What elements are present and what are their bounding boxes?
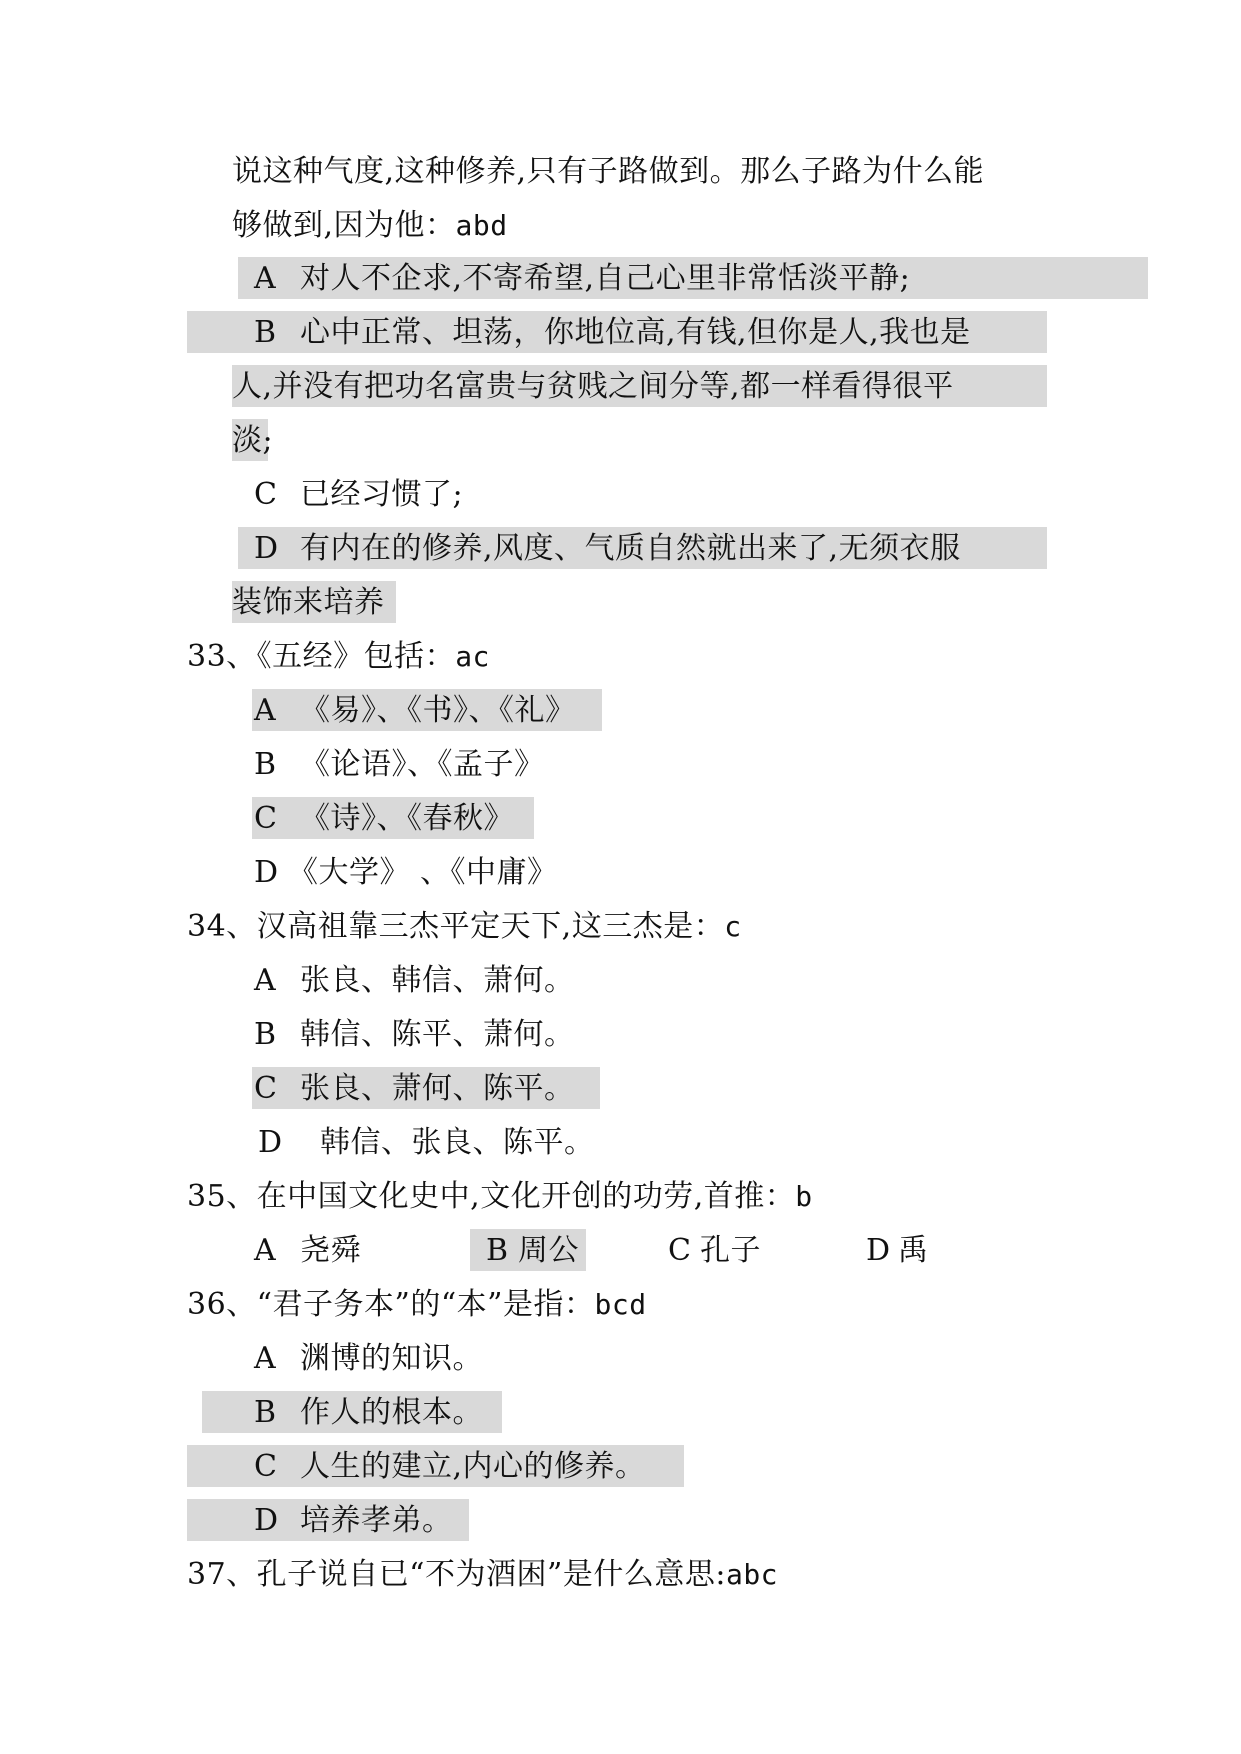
answer-key: abd	[455, 209, 508, 242]
option-b	[486, 1231, 579, 1271]
option-letter: C	[668, 1233, 692, 1268]
option-text: 已经习惯了;	[300, 477, 464, 512]
option-d-line-1	[254, 529, 961, 569]
intro-text-1: 说这种气度,这种修养,只有子路做到。那么子路为什么能	[232, 154, 985, 189]
option-a	[254, 259, 910, 299]
question-33	[187, 637, 490, 677]
option-text: 张良、萧何、陈平。	[300, 1071, 575, 1106]
option-text: 禹	[898, 1233, 929, 1268]
option-c	[254, 475, 463, 515]
option-letter: D	[254, 1503, 279, 1538]
option-d	[254, 853, 558, 893]
option-letter: B	[254, 747, 277, 782]
option-letter: B	[254, 315, 277, 350]
question-37	[187, 1555, 778, 1595]
option-d	[254, 1501, 453, 1541]
question-text: 35、在中国文化史中,文化开创的功劳,首推：	[187, 1179, 796, 1214]
question-34	[187, 907, 742, 947]
option-letter: B	[254, 1017, 277, 1052]
option-text: 张良、韩信、萧何。	[300, 963, 575, 998]
option-d	[258, 1123, 595, 1163]
answer-key: c	[724, 910, 742, 943]
intro-text-2: 够做到,因为他：	[232, 208, 456, 243]
option-letter: D	[254, 855, 279, 890]
option-letter: A	[254, 693, 277, 728]
option-a	[254, 961, 575, 1001]
intro-line-1	[232, 152, 984, 192]
option-b	[254, 1015, 575, 1055]
option-text: 有内在的修养,风度、气质自然就出来了,无须衣服	[300, 531, 961, 566]
question-text: 33、《五经》包括：	[187, 639, 456, 674]
option-letter: A	[254, 1233, 277, 1268]
option-a	[254, 1231, 361, 1271]
question-text: 34、汉高祖靠三杰平定天下,这三杰是：	[187, 909, 725, 944]
option-text: 装饰来培养	[232, 585, 385, 620]
option-c	[254, 1447, 646, 1487]
answer-key: ac	[455, 640, 490, 673]
option-letter: B	[486, 1233, 509, 1268]
option-letter: D	[866, 1233, 891, 1268]
option-text: 韩信、陈平、萧何。	[300, 1017, 575, 1052]
option-text: 淡;	[232, 423, 274, 458]
option-text: 周公	[518, 1233, 579, 1268]
option-d	[866, 1231, 929, 1271]
option-b-line-1	[254, 313, 971, 353]
option-letter: D	[258, 1125, 283, 1160]
question-text: 37、孔子说自已“不为酒困”是什么意思:	[187, 1557, 726, 1592]
option-text: 心中正常、坦荡，你地位高,有钱,但你是人,我也是	[300, 315, 971, 350]
option-text: 作人的根本。	[300, 1395, 483, 1430]
intro-line-2	[232, 206, 508, 246]
answer-key: b	[795, 1180, 813, 1213]
option-letter: C	[254, 1071, 278, 1106]
option-text: 渊博的知识。	[300, 1341, 483, 1376]
option-letter: C	[254, 477, 278, 512]
option-a	[254, 1339, 483, 1379]
option-text: 韩信、张良、陈平。	[320, 1125, 595, 1160]
option-letter: C	[254, 801, 278, 836]
option-text: 《论语》、《孟子》	[300, 747, 545, 782]
option-letter: C	[254, 1449, 278, 1484]
option-letter: D	[254, 531, 279, 566]
option-c	[254, 1069, 575, 1109]
option-b	[254, 745, 545, 785]
option-text: 尧舜	[300, 1233, 361, 1268]
option-text: 《易》、《书》、《礼》	[300, 693, 576, 728]
option-text: 培养孝弟。	[300, 1503, 453, 1538]
option-c	[668, 1231, 761, 1271]
question-36	[187, 1285, 647, 1325]
option-b	[254, 1393, 483, 1433]
answer-key: bcd	[594, 1288, 647, 1321]
question-text: 36、“君子务本”的“本”是指：	[187, 1287, 595, 1322]
option-text: 对人不企求,不寄希望,自己心里非常恬淡平静;	[300, 261, 911, 296]
option-text: 《诗》、《春秋》	[300, 801, 514, 836]
option-a	[254, 691, 576, 731]
option-letter: A	[254, 1341, 277, 1376]
option-b-line-3	[232, 421, 273, 461]
question-35	[187, 1177, 813, 1217]
option-letter: B	[254, 1395, 277, 1430]
option-text: 孔子	[700, 1233, 761, 1268]
option-b-line-2	[232, 367, 954, 407]
option-text: 《大学》 、《中庸》	[288, 855, 558, 890]
option-text: 人生的建立,内心的修养。	[300, 1449, 646, 1484]
option-text: 人,并没有把功名富贵与贫贱之间分等,都一样看得很平	[232, 369, 954, 404]
answer-key: abc	[725, 1558, 779, 1591]
option-letter: A	[254, 261, 277, 296]
option-d-line-2	[232, 583, 385, 623]
option-letter: A	[254, 963, 277, 998]
option-c	[254, 799, 514, 839]
